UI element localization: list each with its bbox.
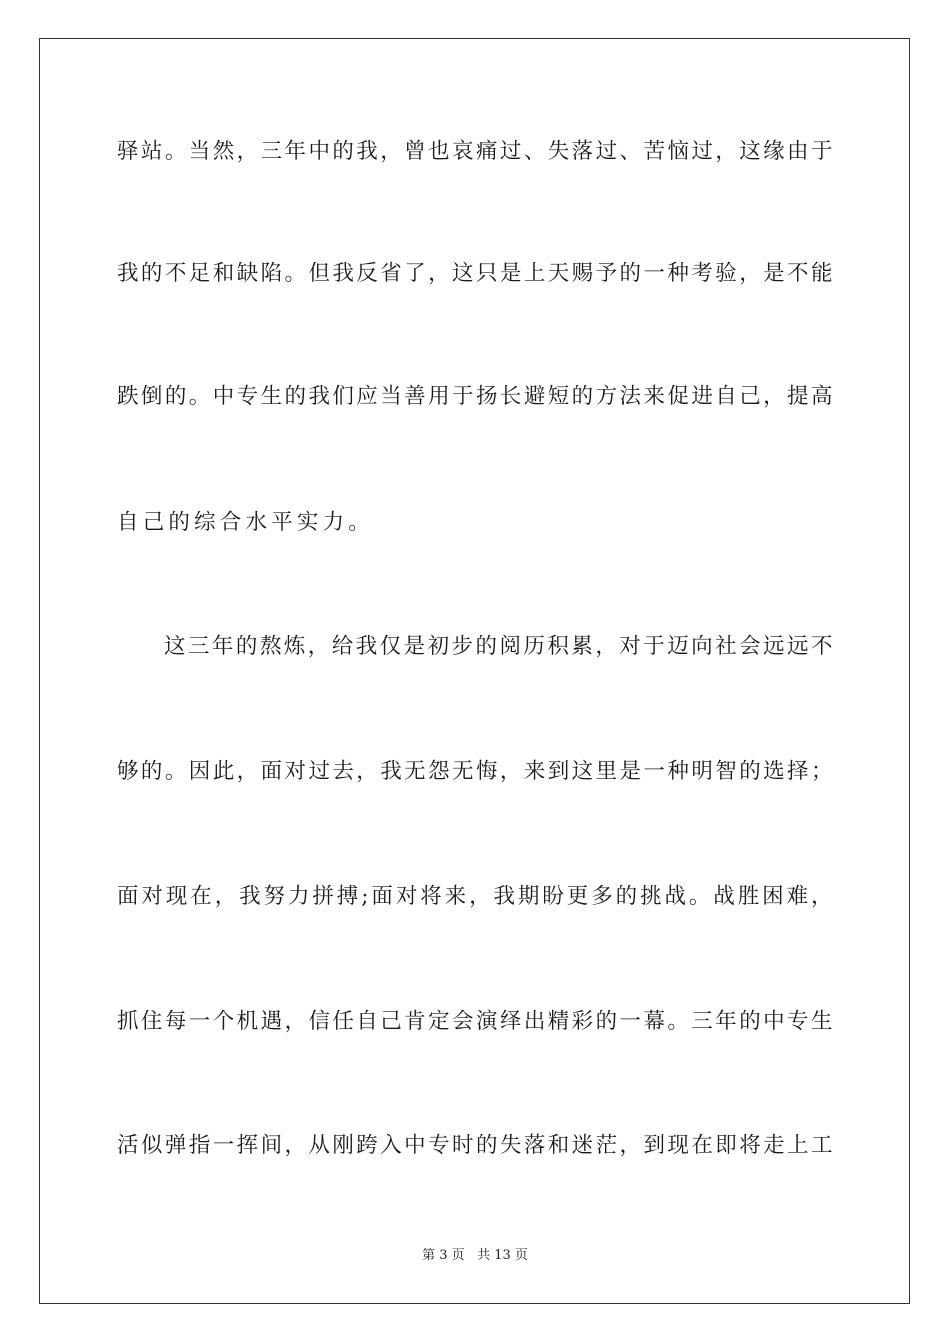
text-line: 驿站。当然，三年中的我，曾也哀痛过、失落过、苦恼过，这缘由于 bbox=[117, 139, 833, 164]
text-line: 自己的综合水平实力。 bbox=[117, 510, 375, 535]
text-line: 够的。因此，面对过去，我无怨无悔，来到这里是一种明智的选择； bbox=[117, 759, 833, 784]
text-line: 我的不足和缺陷。但我反省了，这只是上天赐予的一种考验，是不能 bbox=[117, 261, 833, 286]
text-line: 抓住每一个机遇，信任自己肯定会演绎出精彩的一幕。三年的中专生 bbox=[117, 1009, 833, 1034]
paragraph-first-line: 这三年的熬炼，给我仅是初步的阅历积累，对于迈向社会远远不 bbox=[164, 634, 833, 659]
page-number: 第 3 页 bbox=[422, 1248, 465, 1263]
text-line: 活似弹指一挥间，从刚跨入中专时的失落和迷茫，到现在即将走上工 bbox=[117, 1133, 833, 1158]
text-line: 面对现在，我努力拼搏;面对将来，我期盼更多的挑战。战胜困难， bbox=[117, 884, 833, 909]
page-total: 共 13 页 bbox=[477, 1248, 528, 1263]
text-line: 跌倒的。中专生的我们应当善用于扬长避短的方法来促进自己，提高 bbox=[117, 384, 833, 409]
page-border bbox=[39, 38, 910, 1304]
page-footer bbox=[0, 1247, 950, 1265]
